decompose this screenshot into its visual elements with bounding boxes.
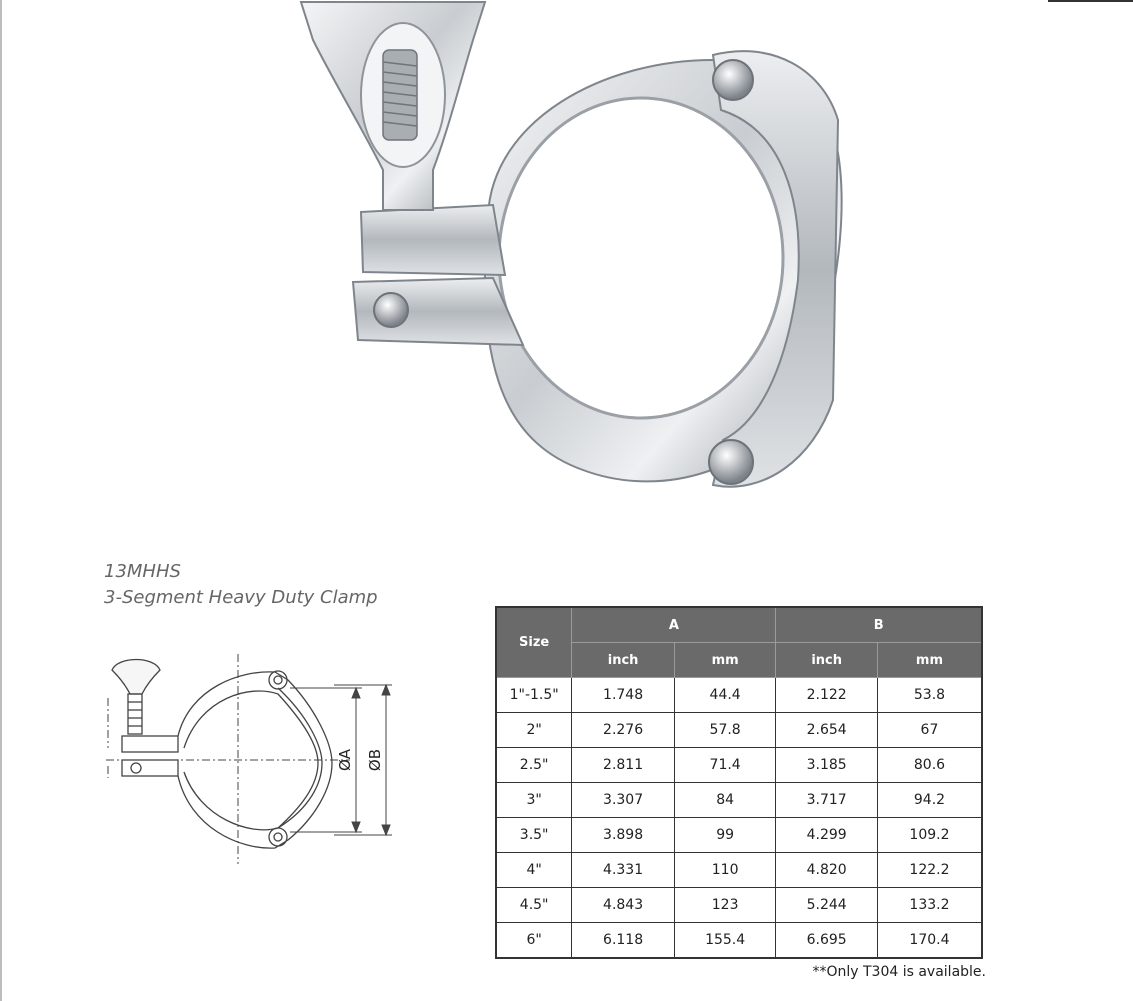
wing-nut — [301, 2, 485, 210]
cell-b-mm: 80.6 — [877, 748, 982, 783]
dimension-table — [495, 606, 983, 959]
cell-b-inch: 2.654 — [776, 713, 878, 748]
cell-a-inch: 4.843 — [572, 888, 675, 923]
table-row — [496, 888, 982, 923]
cell-a-mm: 57.8 — [674, 713, 776, 748]
cell-a-inch: 6.118 — [572, 923, 675, 959]
subheader-b-inch: inch — [776, 643, 878, 678]
cell-b-mm: 170.4 — [877, 923, 982, 959]
cell-a-mm: 155.4 — [674, 923, 776, 959]
subheader-b-mm: mm — [877, 643, 982, 678]
cell-size: 1"-1.5" — [496, 678, 572, 713]
cell-b-inch: 2.122 — [776, 678, 878, 713]
page-left-border — [0, 0, 2, 1001]
technical-drawing — [100, 648, 400, 870]
cell-size: 4.5" — [496, 888, 572, 923]
table-row — [496, 783, 982, 818]
clamp-upper-ear — [361, 205, 505, 275]
cell-a-inch: 4.331 — [572, 853, 675, 888]
table-row — [496, 818, 982, 853]
page-top-rule — [1048, 0, 1133, 2]
cell-b-mm: 133.2 — [877, 888, 982, 923]
cell-b-inch: 5.244 — [776, 888, 878, 923]
cell-size: 4" — [496, 853, 572, 888]
table-row — [496, 923, 982, 959]
ear-pin — [374, 293, 408, 327]
table-row — [496, 853, 982, 888]
header-a: A — [572, 607, 776, 643]
product-photo — [243, 0, 890, 530]
hinge-pin-bottom — [709, 440, 753, 484]
table-header-row — [496, 607, 982, 643]
product-name: 3-Segment Heavy Duty Clamp — [104, 587, 378, 608]
cell-size: 2.5" — [496, 748, 572, 783]
product-code: 13MHHS — [104, 561, 181, 582]
cell-a-mm: 110 — [674, 853, 776, 888]
cell-a-inch: 3.307 — [572, 783, 675, 818]
cell-b-inch: 3.717 — [776, 783, 878, 818]
cell-a-inch: 1.748 — [572, 678, 675, 713]
table-row — [496, 748, 982, 783]
subheader-a-inch: inch — [572, 643, 675, 678]
cell-b-inch: 4.299 — [776, 818, 878, 853]
hinge-pin-top — [713, 60, 753, 100]
header-b: B — [776, 607, 982, 643]
table-row — [496, 678, 982, 713]
dimension-label-a: ØA — [336, 748, 354, 772]
cell-a-mm: 84 — [674, 783, 776, 818]
cell-b-mm: 109.2 — [877, 818, 982, 853]
cell-a-mm: 71.4 — [674, 748, 776, 783]
cell-b-mm: 122.2 — [877, 853, 982, 888]
cell-b-mm: 53.8 — [877, 678, 982, 713]
cell-b-inch: 4.820 — [776, 853, 878, 888]
cell-b-mm: 67 — [877, 713, 982, 748]
cell-a-inch: 2.276 — [572, 713, 675, 748]
product-title-block — [104, 559, 378, 611]
cell-b-mm: 94.2 — [877, 783, 982, 818]
table-row — [496, 713, 982, 748]
cell-size: 3" — [496, 783, 572, 818]
cell-a-mm: 123 — [674, 888, 776, 923]
cell-b-inch: 6.695 — [776, 923, 878, 959]
subheader-a-mm: mm — [674, 643, 776, 678]
cell-size: 6" — [496, 923, 572, 959]
material-footnote: **Only T304 is available. — [812, 964, 986, 980]
cell-a-mm: 44.4 — [674, 678, 776, 713]
cell-b-inch: 3.185 — [776, 748, 878, 783]
cell-a-inch: 2.811 — [572, 748, 675, 783]
cell-size: 3.5" — [496, 818, 572, 853]
cell-size: 2" — [496, 713, 572, 748]
dimension-label-b: ØB — [366, 748, 384, 772]
cell-a-inch: 3.898 — [572, 818, 675, 853]
cell-a-mm: 99 — [674, 818, 776, 853]
header-size: Size — [496, 607, 572, 678]
